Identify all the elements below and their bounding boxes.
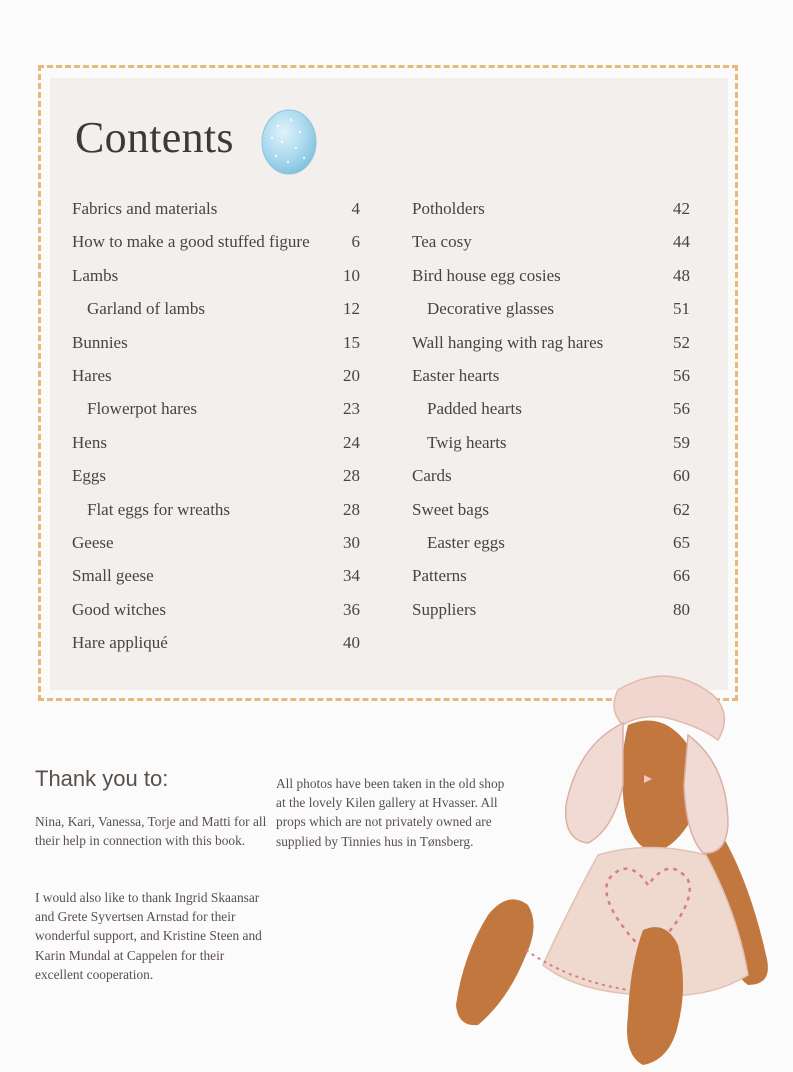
toc-entry-label: Cards — [412, 466, 452, 486]
toc-entry-page: 56 — [673, 399, 690, 419]
toc-entry-page: 48 — [673, 265, 690, 285]
toc-entry-page: 34 — [343, 566, 360, 586]
toc-entry-label: Lambs — [72, 265, 119, 285]
toc-entry-page: 40 — [343, 633, 360, 653]
toc-entry — [412, 259, 702, 292]
toc-entry-label: Good witches — [72, 599, 166, 619]
toc-entry-label: Potholders — [412, 199, 485, 218]
toc-entry-page: 28 — [343, 466, 360, 486]
toc-entry-label: Small geese — [72, 566, 154, 586]
toc-entry — [72, 326, 372, 359]
toc-entry — [72, 626, 372, 659]
toc-entry-page: 6 — [351, 232, 360, 252]
toc-entry — [72, 559, 372, 592]
toc-entry — [412, 192, 702, 225]
toc-entry — [412, 225, 702, 258]
toc-entry-page: 52 — [673, 332, 690, 352]
toc-entry — [72, 493, 372, 526]
thanks-heading: Thank you to: — [35, 766, 169, 791]
thanks-paragraph-1: Nina, Kari, Vanessa, Torje and Matti for all their help in connection with this book. — [35, 814, 267, 849]
toc-entry — [412, 426, 702, 459]
toc-entry-page: 10 — [343, 265, 360, 285]
toc-entry-page: 24 — [343, 432, 360, 452]
toc-entry — [412, 559, 702, 592]
toc-entry-label: Twig hearts — [427, 432, 507, 452]
toc-entry — [412, 593, 702, 626]
toc-entry-label: Hares — [72, 365, 112, 385]
toc-entry — [72, 459, 372, 492]
toc-entry-page: 51 — [673, 299, 690, 319]
toc-entry — [72, 593, 372, 626]
toc-entry-label: Flat eggs for wreaths — [87, 499, 231, 519]
toc-right-column — [412, 192, 702, 626]
toc-entry-page: 30 — [343, 532, 360, 552]
toc-entry — [412, 359, 702, 392]
toc-entry-label: Wall hanging with rag hares — [412, 332, 604, 352]
toc-entry — [412, 326, 702, 359]
toc-entry-label: Easter hearts — [412, 365, 500, 385]
toc-entry-page: 60 — [673, 466, 690, 486]
toc-entry — [72, 392, 372, 425]
stuffed-bunny-illustration — [448, 655, 793, 1072]
toc-entry-label: How to make a good stuffed figure — [72, 232, 310, 252]
toc-entry-label: Hare appliqué — [72, 633, 168, 653]
toc-entry-page: 28 — [343, 499, 360, 519]
toc-entry-label: Bird house egg cosies — [412, 265, 561, 285]
toc-entry-label: Sweet bags — [412, 499, 489, 519]
toc-entry-label: Easter eggs — [427, 532, 505, 552]
page-title: Contents — [75, 113, 234, 162]
toc-entry-label: Bunnies — [72, 332, 128, 352]
toc-entry — [72, 259, 372, 292]
toc-entry-label: Tea cosy — [412, 232, 472, 252]
toc-entry-label: Decorative glasses — [427, 299, 554, 319]
toc-entry-label: Padded hearts — [427, 399, 522, 419]
toc-entry — [72, 192, 372, 225]
toc-entry-page: 23 — [343, 399, 360, 419]
toc-entry-label: Hens — [72, 432, 107, 452]
toc-entry — [412, 493, 702, 526]
photo-credits-paragraph: All photos have been taken in the old shop at the lovely Kilen gallery at Hvasser. All props which are not privately owned are supplied by Tinnies hus in Tønsberg. — [276, 776, 505, 849]
toc-entry-label: Patterns — [412, 566, 467, 586]
toc-left-column — [72, 192, 372, 659]
toc-entry-page: 66 — [673, 566, 690, 586]
toc-entry-label: Flowerpot hares — [87, 399, 198, 419]
toc-entry-page: 44 — [673, 232, 690, 252]
toc-entry-label: Eggs — [72, 466, 106, 486]
toc-entry-label: Geese — [72, 532, 114, 552]
toc-entry-page: 4 — [351, 199, 360, 218]
toc-entry — [72, 426, 372, 459]
toc-entry-page: 15 — [343, 332, 360, 352]
toc-entry — [412, 292, 702, 325]
toc-entry-page: 42 — [673, 199, 690, 218]
toc-entry-page: 80 — [673, 599, 690, 619]
toc-entry — [412, 459, 702, 492]
toc-entry-label: Suppliers — [412, 599, 477, 619]
toc-entry-page: 56 — [673, 365, 690, 385]
toc-entry-label: Garland of lambs — [87, 299, 206, 319]
toc-entry-page: 65 — [673, 532, 690, 552]
toc-entry — [72, 292, 372, 325]
toc-entry-page: 59 — [673, 432, 690, 452]
toc-entry — [72, 526, 372, 559]
toc-entry-label: Fabrics and materials — [72, 199, 218, 218]
toc-entry — [72, 359, 372, 392]
toc-entry-page: 20 — [343, 365, 360, 385]
toc-entry — [412, 392, 702, 425]
toc-entry-page: 12 — [343, 299, 360, 319]
toc-entry — [412, 526, 702, 559]
toc-entry — [72, 225, 372, 258]
toc-entry-page: 36 — [343, 599, 360, 619]
toc-entry-page: 62 — [673, 499, 690, 519]
blue-egg-icon — [258, 98, 320, 176]
thanks-paragraph-2: I would also like to thank Ingrid Skaansar and Grete Syvertsen Arnstad for their wonderful support, and Kristine Steen and Karin Mundal at Cappelen for their excellent cooperation. — [35, 890, 262, 982]
